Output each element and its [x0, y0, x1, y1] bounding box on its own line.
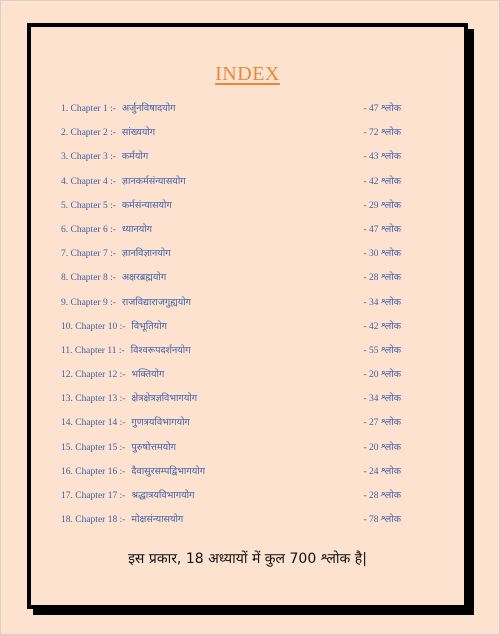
chapter-name: विश्वरूपदर्शनयोग [130, 345, 191, 356]
chapter-left [61, 198, 172, 211]
chapter-left [61, 246, 171, 259]
chapter-left [61, 270, 166, 283]
chapter-row [61, 222, 401, 246]
chapter-label: 12. Chapter 12 :- [61, 370, 126, 381]
chapter-name: कर्मयोग [121, 152, 149, 163]
chapter-label: 15. Chapter 15 :- [61, 442, 126, 453]
chapter-left [61, 222, 152, 235]
chapter-label: 9. Chapter 9 :- [61, 297, 116, 308]
chapter-label: 13. Chapter 13 :- [61, 394, 126, 405]
verse-count: - 28 श्लोक [363, 273, 401, 284]
chapter-name: ज्ञानकर्मसंन्यासयोग [121, 176, 186, 187]
chapter-label: 4. Chapter 4 :- [61, 176, 116, 187]
chapter-row [61, 149, 401, 173]
chapter-name: राजविद्याराजगुह्ययोग [121, 297, 192, 308]
verse-count: - 72 श्लोक [363, 128, 401, 139]
chapter-name: पुरुषोत्तमयोग [131, 442, 176, 453]
chapter-row [61, 125, 401, 149]
chapter-label: 11. Chapter 11 :- [61, 345, 125, 356]
chapter-name: गुणत्रयविभागयोग [131, 418, 190, 429]
verse-count: - 47 श्लोक [363, 224, 401, 235]
chapter-left [61, 464, 205, 477]
chapter-row [61, 319, 401, 343]
chapter-name: विभूतियोग [131, 321, 168, 332]
verse-count: - 34 श्लोक [363, 394, 401, 405]
chapter-left [61, 367, 164, 380]
chapter-name: सांख्ययोग [121, 128, 156, 139]
chapter-row [61, 367, 401, 391]
verse-count: - 24 श्लोक [363, 466, 401, 477]
chapter-name: अक्षरब्रह्मयोग [121, 273, 167, 284]
verse-count: - 43 श्लोक [363, 152, 401, 163]
verse-count: - 42 श्लोक [363, 176, 401, 187]
chapter-row [61, 488, 401, 512]
chapter-row [61, 174, 401, 198]
verse-count: - 55 श्लोक [363, 345, 401, 356]
chapter-left [61, 319, 167, 332]
chapter-left [61, 174, 186, 187]
chapter-name: कर्मसंन्यासयोग [121, 200, 172, 211]
verse-count: - 20 श्लोक [363, 370, 401, 381]
chapter-row [61, 270, 401, 294]
chapter-row [61, 464, 401, 488]
chapter-name: अर्जुनविषादयोग [121, 104, 176, 114]
verse-count: - 34 श्लोक [363, 297, 401, 308]
index-box [27, 23, 468, 609]
chapter-left [61, 440, 176, 453]
verse-count: - 20 श्लोक [363, 442, 401, 453]
chapter-label: 2. Chapter 2 :- [61, 128, 116, 139]
chapter-left [61, 295, 191, 308]
chapter-row [61, 512, 401, 536]
verse-count: - 42 श्लोक [363, 321, 401, 332]
chapter-left [61, 101, 176, 114]
chapter-row [61, 391, 401, 415]
chapter-label: 8. Chapter 8 :- [61, 273, 116, 284]
verse-count: - 78 श्लोक [363, 515, 401, 526]
chapter-row [61, 198, 401, 222]
summary-text: इस प्रकार, 18 अध्यायों में कुल 700 श्लोक है| [128, 551, 367, 567]
verse-count: - 28 श्लोक [363, 491, 401, 501]
chapter-label: 16. Chapter 16 :- [61, 466, 126, 477]
index-title: INDEX [215, 63, 280, 85]
chapter-left [61, 125, 155, 138]
chapter-name: दैवासुरसम्पद्विभागयोग [131, 466, 206, 477]
chapter-left [61, 391, 197, 404]
verse-count: - 30 श्लोक [363, 249, 401, 260]
chapter-name: क्षेत्रक्षेत्रज्ञविभागयोग [131, 394, 198, 405]
chapter-label: 6. Chapter 6 :- [61, 224, 116, 235]
chapter-row [61, 440, 401, 464]
chapter-left [61, 343, 191, 356]
chapter-row [61, 101, 401, 125]
chapter-label: 3. Chapter 3 :- [61, 152, 116, 163]
chapter-left [61, 488, 194, 501]
chapter-label: 17. Chapter 17 :- [61, 491, 126, 501]
verse-count: - 47 श्लोक [363, 104, 401, 114]
verse-count: - 29 श्लोक [363, 200, 401, 211]
chapter-label: 5. Chapter 5 :- [61, 200, 116, 211]
chapter-name: श्रद्धात्रयविभागयोग [131, 491, 195, 501]
chapter-row [61, 295, 401, 319]
chapter-label: 7. Chapter 7 :- [61, 249, 116, 260]
chapter-label: 14. Chapter 14 :- [61, 418, 126, 429]
chapter-row [61, 246, 401, 270]
chapter-name: ज्ञानविज्ञानयोग [121, 249, 171, 260]
chapter-name: ध्यानयोग [121, 224, 153, 235]
chapter-label: 18. Chapter 18 :- [61, 515, 126, 526]
chapter-left [61, 149, 148, 162]
chapter-left [61, 415, 190, 428]
chapter-name: भक्तियोग [131, 370, 165, 381]
chapter-row [61, 415, 401, 439]
chapter-row [61, 343, 401, 367]
verse-count: - 27 श्लोक [363, 418, 401, 429]
chapter-left [61, 512, 183, 525]
chapter-label: 1. Chapter 1 :- [61, 104, 116, 114]
chapter-name: मोक्षसंन्यासयोग [131, 515, 184, 526]
chapter-label: 10. Chapter 10 :- [61, 321, 126, 332]
chapter-list [61, 101, 401, 536]
